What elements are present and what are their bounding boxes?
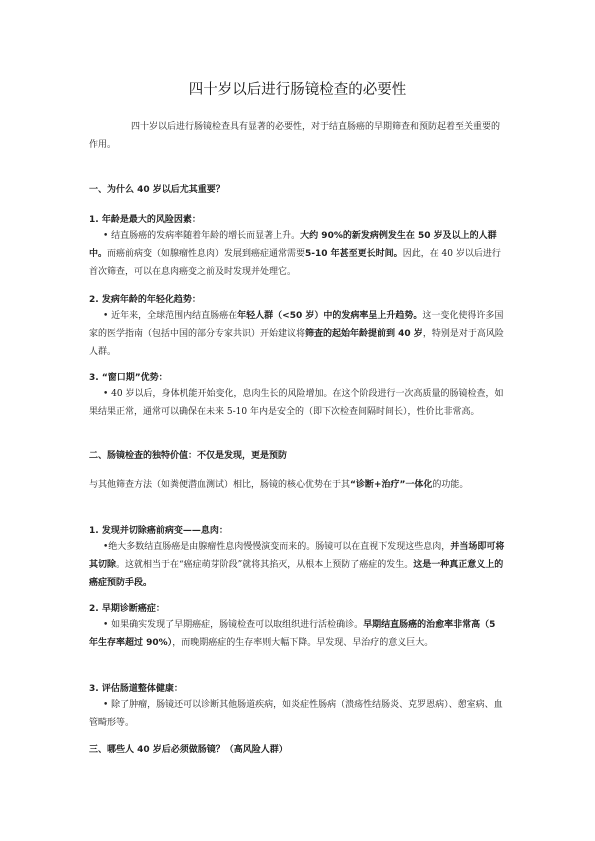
intro-paragraph: 四十岁以后进行肠镜检查具有显著的必要性，对于结直肠癌的早期筛查和预防起着至关重要的作用。 — [89, 122, 501, 150]
bold-run: 5-10 年甚至更长时间。 — [305, 249, 403, 259]
text-run: 的功能。 — [432, 480, 469, 490]
section-2-heading: 二、肠镜检查的独特价值：不仅是发现，更是预防 — [89, 451, 288, 461]
bold-run: “诊断+治疗”一体化 — [350, 480, 433, 490]
text-run: 。这就相当于在“癌症萌芽阶段”就将其掐灭，从根本上预防了癌症的发生。 — [116, 560, 414, 570]
s2-intro — [89, 476, 507, 494]
text-run: ，特别是对于高风险人群。 — [89, 329, 504, 357]
s1-point-3-title: 3. “窗口期”优势： — [89, 373, 168, 383]
section-1-heading: 一、为什么 40 岁以后尤其重要？ — [89, 185, 225, 195]
text-run: 因此，在 40 岁以后进行首次筛查，可以在息肉癌变之前及时发现并处理它。 — [89, 249, 501, 277]
bold-run: 年轻人群（<50 岁）中的发病率呈上升趋势。 — [237, 311, 423, 321]
bold-run: 并当场即可将其切除 — [89, 542, 505, 570]
text-run: 而癌前病变（如腺瘤性息肉）发展到癌症通常需要 — [107, 249, 306, 259]
s1-point-1-title: 1. 年龄是最大的风险因素： — [89, 215, 201, 225]
text-run: ，而晚期癌症的生存率则大幅下降。早发现、早治疗的意义巨大。 — [172, 638, 434, 648]
bold-run: 早期结直肠癌的治愈率非常高（5 年生存率超过 90%） — [89, 620, 496, 648]
text-run: •绝大多数结直肠癌是由腺瘤性息肉慢慢演变而来的。肠镜可以在直视下发现这些息肉， — [103, 542, 451, 552]
text-run: 这一变化使得许多国家的医学指南（包括中国的部分专家共识）开始建议将 — [89, 311, 504, 339]
s2-point-2-title: 2. 早期诊断癌症： — [89, 604, 165, 614]
s1-point-1-body — [89, 227, 507, 281]
text-run: 与其他筛查方法（如粪便潜血测试）相比，肠镜的核心优势在于其 — [89, 480, 351, 490]
s1-point-2-title: 2. 发病年龄的年轻化趋势： — [89, 295, 201, 305]
s2-point-1-title: 1. 发现并切除癌前病变——息肉： — [89, 526, 228, 536]
bold-run: 大约 90%的新发病例发生在 50 岁及以上的人群中。 — [89, 231, 497, 259]
s1-point-2-body — [89, 307, 507, 361]
document-title: 四十岁以后进行肠镜检查的必要性 — [188, 82, 407, 98]
s2-point-3-body: • 除了肿瘤，肠镜还可以诊断其他肠道疾病，如炎症性肠病（溃疡性结肠炎、克罗恩病）、憩室病、血管畸形等。 — [89, 700, 503, 728]
s2-point-2-body — [89, 616, 507, 652]
text-run: • 结直肠癌的发病率随着年龄的增长而显著上升。 — [103, 231, 301, 241]
s2-point-1-body — [89, 538, 507, 592]
text-run: • 如果确实发现了早期癌症，肠镜检查可以取组织进行活检确诊。 — [103, 620, 364, 630]
text-run: • 近年来，全球范围内结直肠癌在 — [103, 311, 238, 321]
s1-point-3-body: • 40 岁以后，身体机能开始变化，息肉生长的风险增加。在这个阶段进行一次高质量的肠镜检查，如果结果正常，通常可以确保在未来 5-10 年内是安全的（即下次检查间隔时间长），性价比非常高。 — [89, 389, 504, 417]
section-3-heading: 三、哪些人 40 岁后必须做肠镜？（高风险人群） — [89, 745, 288, 755]
s2-point-3-title: 3. 评估肠道整体健康： — [89, 684, 183, 694]
bold-run: 筛查的起始年龄提前到 40 岁 — [305, 329, 423, 339]
bold-run: 这是一种真正意义上的癌症预防手段。 — [89, 560, 504, 588]
